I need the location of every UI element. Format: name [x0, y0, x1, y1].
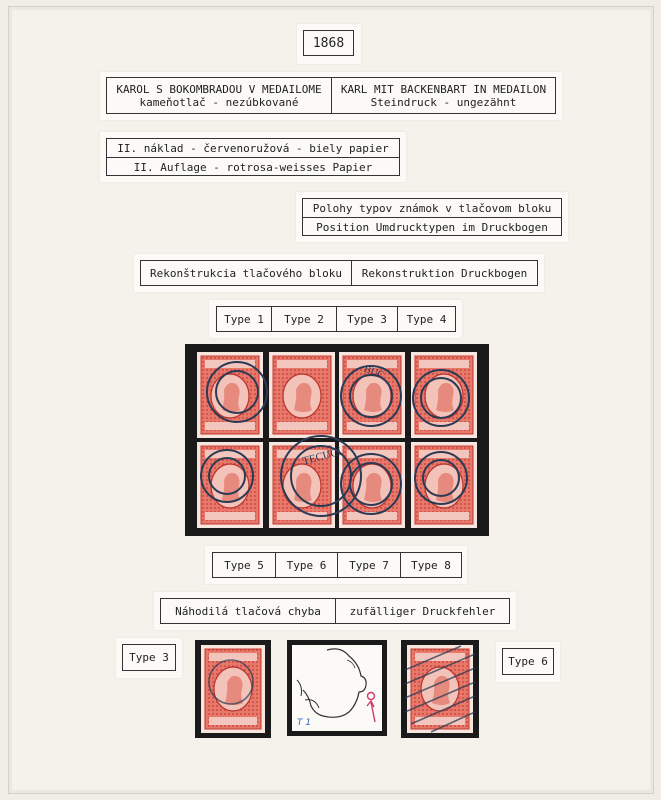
- single-stamp-right-frame: [401, 640, 479, 738]
- type-1-label: Type 1: [224, 312, 264, 326]
- positions-sk: Polohy typov známok v tlačovom bloku: [312, 202, 552, 215]
- edition-label: [106, 138, 400, 176]
- error-label: [160, 598, 510, 624]
- error-de: zufälliger Druckfehler: [349, 604, 496, 618]
- type-right-text: Type 6: [508, 655, 548, 668]
- title-de-line1: KARL MIT BACKENBART IN MEDAILON: [340, 82, 547, 96]
- type-left-label: [122, 644, 176, 671]
- postmark-town-1: TECUCI: [301, 445, 343, 468]
- type-6-label: Type 6: [286, 558, 327, 572]
- year-label: [303, 30, 354, 56]
- stamp-block: [185, 344, 489, 536]
- type-5-label: Type 5: [224, 558, 264, 572]
- positions-label: [302, 198, 562, 236]
- type-4-label: Type 4: [406, 312, 447, 326]
- reconstruction-sk: Rekonštrukcia tlačového bloku: [149, 266, 343, 280]
- stamp-type-8: [411, 442, 477, 528]
- reconstruction-label: [140, 260, 538, 286]
- title-de-line2: Steindruck - ungezähnt: [370, 95, 517, 109]
- error-sk: Náhodilá tlačová chyba: [175, 604, 321, 618]
- error-diagram: [287, 640, 387, 736]
- reconstruction-de: Rekonstruktion Druckbogen: [361, 266, 528, 280]
- type-2-label: Type 2: [284, 312, 324, 326]
- year-text: 1868: [312, 35, 345, 51]
- stamp-type-2: [269, 352, 335, 438]
- error-diagram-frame: [287, 640, 387, 736]
- type-right-label: [502, 648, 554, 675]
- postmark-town-2: BUC: [362, 363, 386, 382]
- stamp-block-frame: [185, 344, 489, 536]
- type-left-text: Type 3: [129, 651, 169, 664]
- title-sk-line1: KAROL S BOKOMBRADOU V MEDAILOME: [116, 82, 322, 96]
- types-top-label: [216, 306, 456, 332]
- stamp-type-5: [197, 442, 263, 528]
- title-sk-line2: kameňotlač - nezúbkované: [139, 95, 299, 109]
- type-8-label: Type 8: [411, 558, 451, 572]
- type-3-label: Type 3: [347, 312, 387, 326]
- title-label: [106, 77, 556, 114]
- edition-de: II. Auflage - rotrosa-weisses Papier: [133, 160, 373, 174]
- type-7-label: Type 7: [349, 558, 389, 572]
- single-stamp-left: [195, 640, 271, 738]
- single-stamp-right: [401, 640, 479, 738]
- title-sk: [107, 78, 331, 113]
- positions-de: Position Umdrucktypen im Druckbogen: [316, 220, 548, 234]
- edition-sk: II. náklad - červenoružová - biely papier: [117, 142, 389, 155]
- diagram-caption: T 1: [297, 718, 312, 728]
- single-stamp-left-frame: [195, 640, 271, 738]
- types-bottom-label: [212, 552, 462, 578]
- title-de: [332, 78, 555, 113]
